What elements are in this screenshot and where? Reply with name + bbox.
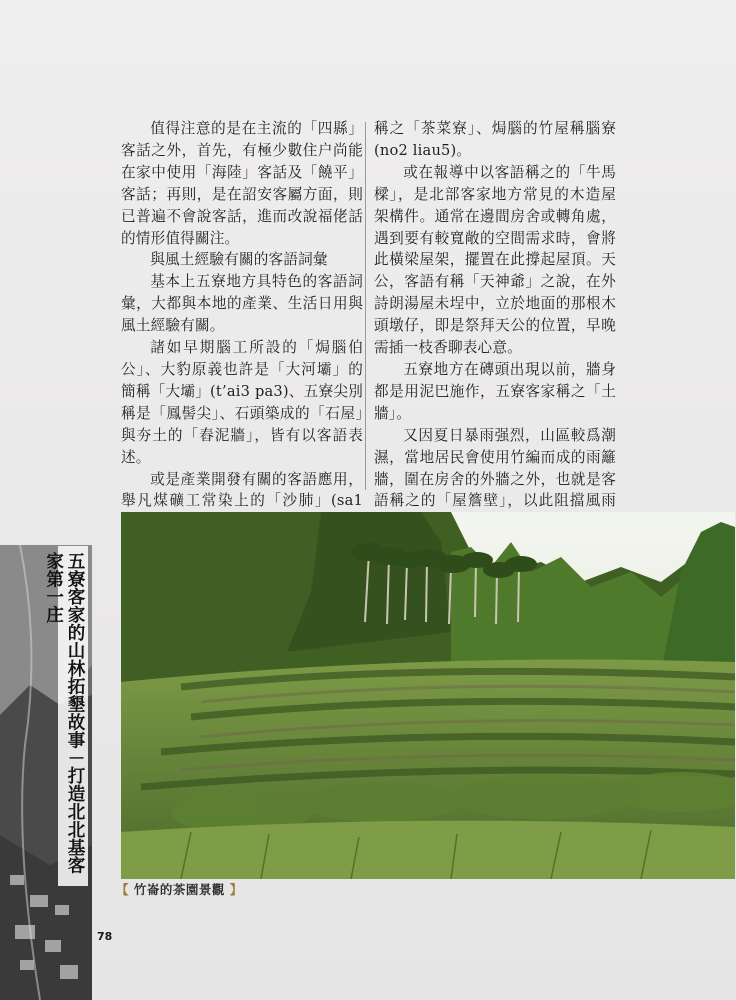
caption-open-bracket: 【 xyxy=(116,882,130,897)
paragraph: 值得注意的是在主流的「四縣」客話之外，首先，有極少數住户尚能在家中使用「海陸」客話及「饒平」客話；再則，是在詔安客屬方面，則已普遍不會說客話，進而改說福佬話的情形值得關注。 xyxy=(121,120,363,247)
paragraph: 或是產業開發有關的客語應用，舉凡煤礦工常染上的「沙肺」(sa1 xyxy=(121,470,363,510)
caption-text: 竹崙的茶園景觀 xyxy=(129,882,230,897)
paragraph: 五寮地方在磚頭出現以前，牆身都是用泥巴施作，五寮客家稱之「土牆」。 xyxy=(374,360,616,422)
paragraph: 諸如早期腦工所設的「焗腦伯公」、大豹原義也許是「大河壩」的簡稱「大壩」(t’ai3 pa3)、五寮尖別稱是「鳳髻尖」、石頭築成的「石屋」與夯土的「舂泥牆」，皆有以客語表述。 xyxy=(121,339,363,466)
book-title-vertical: 五寮客家的山林拓墾故事－打造北北基客家第一庄 xyxy=(43,552,85,875)
column-divider xyxy=(365,122,366,490)
paragraph: 或在報導中以客語稱之的「牛馬樑」，是北部客家地方常見的木造屋架構件。通常在邊間房舍或轉角處，遇到要有較寬敞的空間需求時，會將此橫梁屋架，擺置在此撐起屋頂。天公，客語有稱「天神爺」之說，在外詩朗湯屋未埕中，立於地面的那根木頭墩仔，即是祭拜天公的位置，早晚需插一枝香聊表心意。 xyxy=(374,163,616,357)
caption-close-bracket: 】 xyxy=(229,882,243,897)
paragraph: 又因夏日暴雨强烈，山區較爲潮濕，當地居民會使用竹編而成的雨籬牆，圍在房舍的外牆之外，也就是客語稱之的「屋簷壁」，以此阻擋風雨 xyxy=(374,426,616,510)
section-heading: 與風土經驗有關的客語詞彙 xyxy=(150,251,328,269)
photo-caption xyxy=(116,880,243,898)
right-text-column xyxy=(374,118,616,556)
left-text-column xyxy=(121,118,363,556)
paragraph-continuation: 稱之「茶菜寮」、焗腦的竹屋稱腦寮(no2 liau5)。 xyxy=(374,120,616,159)
paragraph: 基本上五寮地方具特色的客語詞彙，大都與本地的產業、生活日用與風土經驗有關。 xyxy=(121,273,363,335)
tea-garden-photo xyxy=(121,512,735,879)
page-number: 78 xyxy=(97,930,113,943)
tea-garden-illustration xyxy=(121,512,735,879)
